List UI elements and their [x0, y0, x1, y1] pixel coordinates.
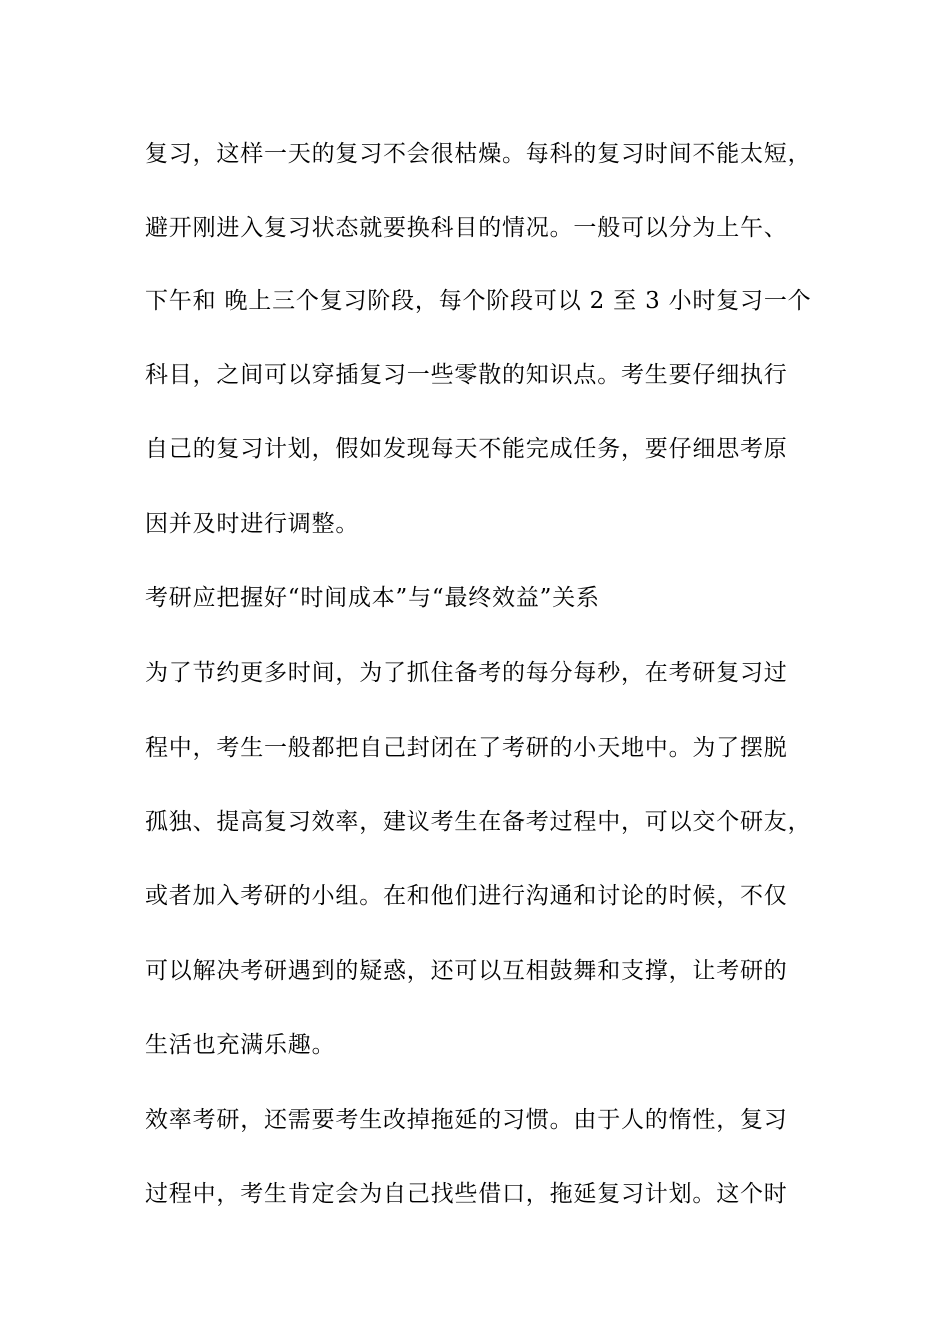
- paragraph-line: 复习，这样一天的复习不会很枯燥。每科的复习时间不能太短，: [145, 141, 812, 167]
- paragraph-line: 避开刚进入复习状态就要换科目的情况。一般可以分为上午、: [145, 215, 788, 241]
- paragraph-line: 孤独、提高复习效率，建议考生在备考过程中，可以交个研友，: [145, 809, 812, 835]
- paragraph-line: 下午和 晚上三个复习阶段，每个阶段可以 2 至 3 小时复习一个: [145, 288, 812, 314]
- paragraph-line: 自己的复习计划，假如发现每天不能完成任务，要仔细思考原: [145, 436, 788, 462]
- paragraph-line: 为了节约更多时间，为了抓住备考的每分每秒，在考研复习过: [145, 660, 788, 686]
- paragraph-line: 过程中，考生肯定会为自己找些借口，拖延复习计划。这个时: [145, 1181, 788, 1207]
- paragraph-line: 或者加入考研的小组。在和他们进行沟通和讨论的时候，不仅: [145, 883, 788, 909]
- section-heading: 考研应把握好“时间成本”与“最终效益”关系: [145, 585, 600, 611]
- paragraph-line: 因并及时进行调整。: [145, 511, 360, 537]
- paragraph-line: 生活也充满乐趣。: [145, 1032, 336, 1058]
- paragraph-line: 科目，之间可以穿插复习一些零散的知识点。考生要仔细执行: [145, 362, 788, 388]
- paragraph-line: 效率考研，还需要考生改掉拖延的习惯。由于人的惰性，复习: [145, 1107, 788, 1133]
- paragraph-line: 程中，考生一般都把自己封闭在了考研的小天地中。为了摆脱: [145, 735, 788, 761]
- paragraph-line: 可以解决考研遇到的疑惑，还可以互相鼓舞和支撑，让考研的: [145, 958, 788, 984]
